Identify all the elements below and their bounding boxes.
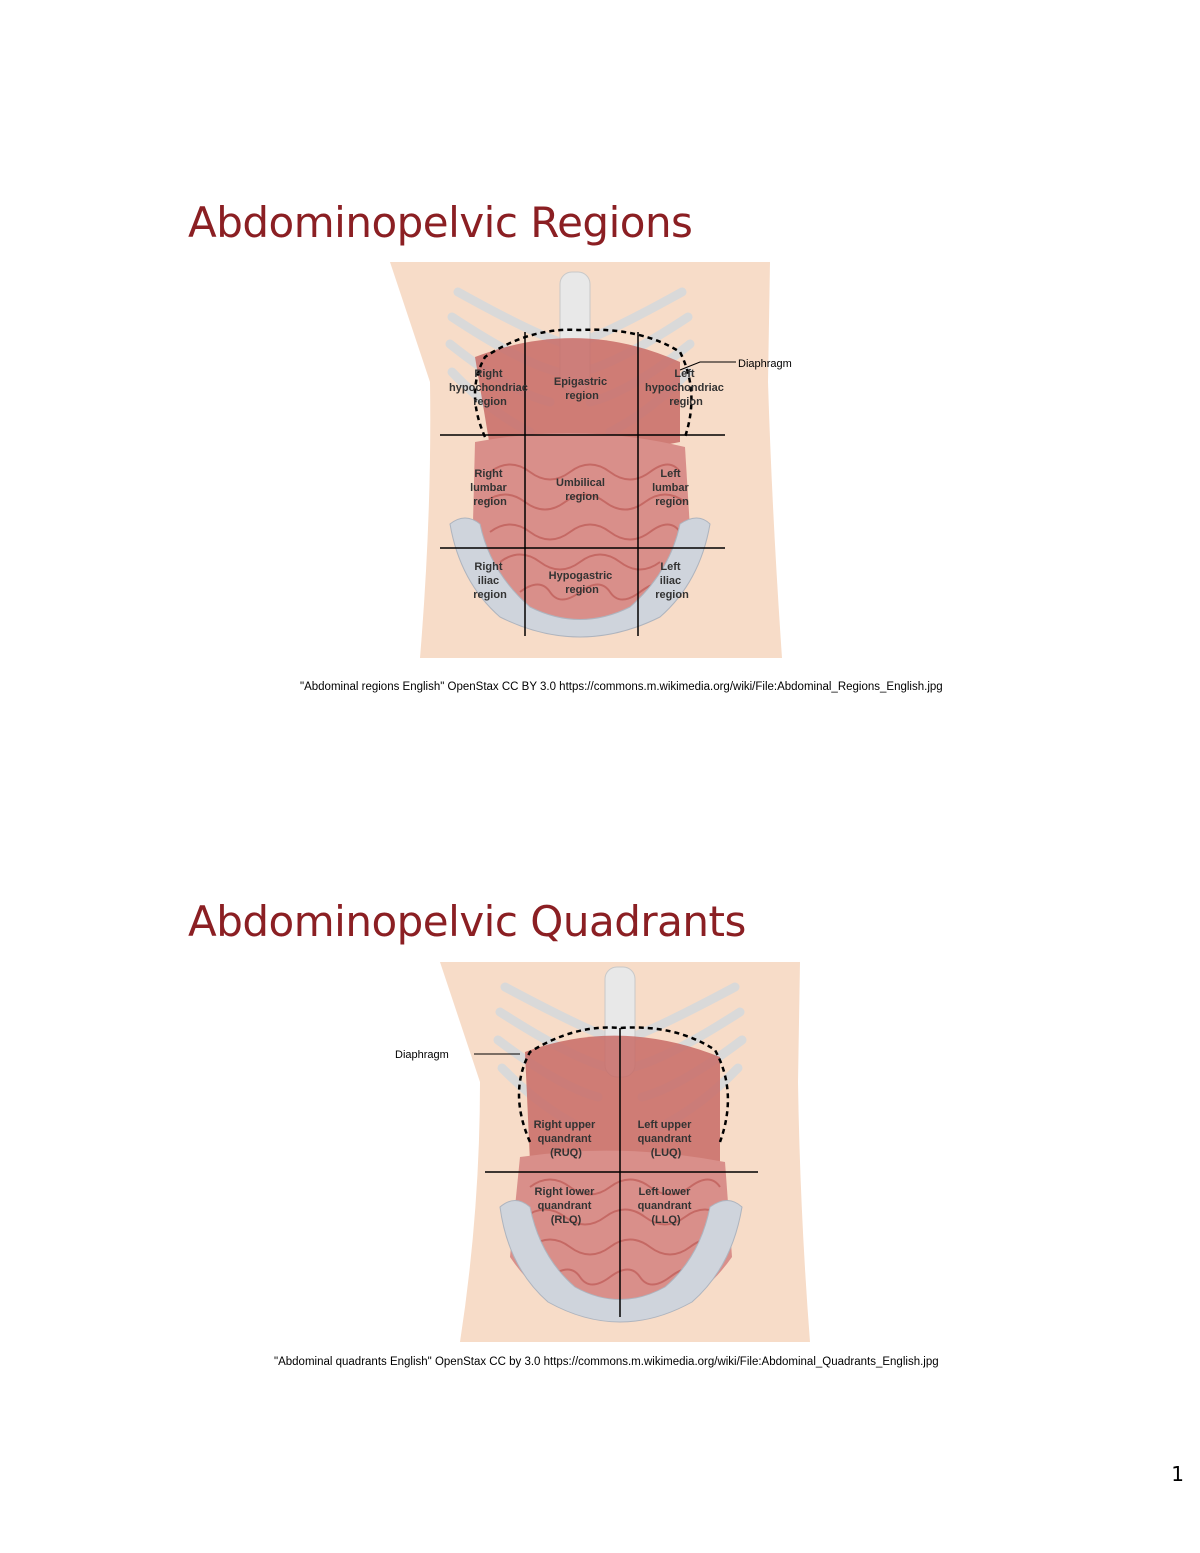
label-right-iliac: Right iliac region xyxy=(473,561,507,601)
label-right-lumbar: Right lumbar region xyxy=(470,468,507,508)
abdominal-quadrants-figure xyxy=(380,962,820,1342)
label-llq: Left lower quandrant (LLQ) xyxy=(637,1186,692,1226)
label-luq: Left upper quandrant (LUQ) xyxy=(637,1119,692,1159)
abdominal-regions-figure xyxy=(380,262,820,658)
label-left-iliac: Left iliac region xyxy=(655,561,689,601)
slide-title-quadrants: Abdominopelvic Quadrants xyxy=(188,897,746,946)
figure-caption-quadrants: "Abdominal quadrants English" OpenStax CC by 3.0 https://commons.m.wikimedia.org/wiki/File:Abdominal_Quadrants_English.jpg xyxy=(274,1356,939,1368)
page-number: 1 xyxy=(1171,1462,1184,1486)
diaphragm-label: Diaphragm xyxy=(738,358,792,370)
label-umbilical: Umbilical region xyxy=(556,477,605,503)
label-ruq: Right upper quandrant (RUQ) xyxy=(533,1119,596,1159)
label-rlq: Right lower quandrant (RLQ) xyxy=(534,1186,595,1226)
label-left-lumbar: Left lumbar region xyxy=(652,468,689,508)
diaphragm-label: Diaphragm xyxy=(395,1049,449,1061)
label-epigastric: Epigastric region xyxy=(553,376,608,402)
figure-caption-regions: "Abdominal regions English" OpenStax CC BY 3.0 https://commons.m.wikimedia.org/wiki/File:Abdominal_Regions_English.jpg xyxy=(300,681,943,693)
label-hypogastric: Hypogastric region xyxy=(548,570,613,596)
slide-title-regions: Abdominopelvic Regions xyxy=(188,198,693,247)
label-left-hypochondriac: Left hypochondriac region xyxy=(645,368,724,408)
label-right-hypochondriac: Right hypochondriac region xyxy=(449,368,528,408)
